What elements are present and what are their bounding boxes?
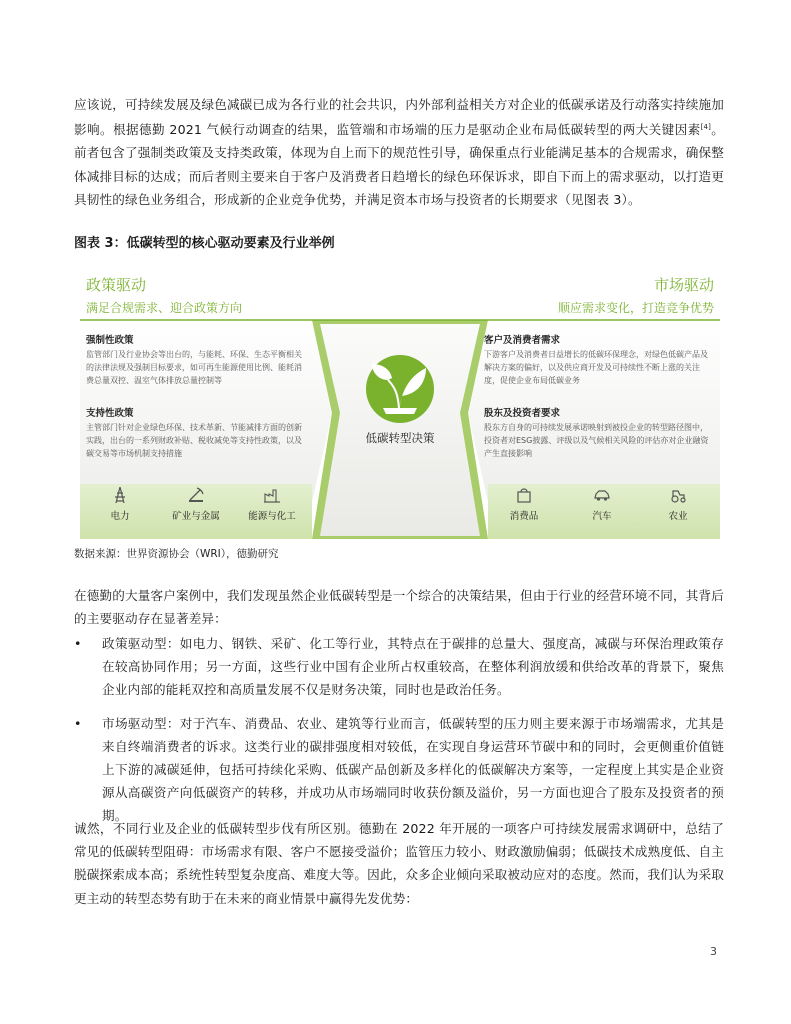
market-driver-subheading: 顺应需求变化，打造竞争优势 xyxy=(557,301,714,315)
industry-power xyxy=(88,486,152,522)
customer-demand-text: 下游客户及消费者日益增长的低碳环保理念，对绿色低碳产品及解决方案的偏好，以及供应商开发及可持续性不断上涨的关注度，促使企业布局低碳业务 xyxy=(484,350,708,385)
intro-paragraph xyxy=(74,93,724,211)
policy-driver-subheading: 满足合规需求、迎合政策方向 xyxy=(86,301,243,315)
driver-figure xyxy=(80,268,720,540)
industry-energy-label: 能源与化工 xyxy=(248,511,296,522)
list-item-market-driven: • 市场驱动型：对于汽车、消费品、农业、建筑等行业而言，低碳转型的压力则主要来源于市场端需求，尤其是来自终端消费者的诉求。这类行业的碳排强度相对较低，在实现自身运营环节碳中和的同时，会更侧重价值链上下游的减碳延伸，包括可持续化采购、低碳产品创新及多样化的低碳解决方案等，一定程度上其实是企业资源从高碳资产向低碳资产的转移，并成功从市场端同时收获份额及溢价，另一方面也迎合了股东及投资者的预期。 xyxy=(74,712,724,828)
figure-title: 图表 3：低碳转型的核心驱动要素及行业举例 xyxy=(74,236,335,251)
center-decision-label: 低碳转型决策 xyxy=(365,431,435,445)
intro-text-b: 。前者包含了强制类政策及支持类政策，体现为自上而下的规范性引导，确保重点行业能满足基本的合规需求，确保整体减排目标的达成；而后者则主要来自于客户及消费者日趋增长的绿色环保诉求，即自下而上的需求驱动，以打造更具韧性的绿色业务组合，形成新的企业竞争优势，并满足资本市场与投资者的长期要求（见图表 3）。 xyxy=(74,122,724,207)
tractor-icon xyxy=(669,486,687,504)
supportive-policy-text: 主管部门针对企业绿色环保、技术革新、节能减排方面的创新实践，出台的一系列财政补贴、税收减免等支持性政策，以及碳交易等市场机制支持措施 xyxy=(86,423,302,458)
industry-mining-metals xyxy=(164,486,228,522)
industry-mining-label: 矿业与金属 xyxy=(172,511,220,522)
reference-marker: [4] xyxy=(700,123,711,132)
mandatory-policy-text: 监管部门及行业协会等出台的，与能耗、环保、生态平衡相关的法律法规及强制目标要求，如可再生能源使用比例、能耗消费总量双控、温室气体排放总量控制等 xyxy=(86,350,302,385)
industry-power-label: 电力 xyxy=(110,511,130,522)
paragraph-drivers: 在德勤的大量客户案例中，我们发现虽然企业低碳转型是一个综合的决策结果，但由于行业的经营环境不同，其背后的主要驱动存在显著差异： xyxy=(74,588,724,627)
investor-requirement-text: 股东方自身的可持续发展承诺映射到被投企业的转型路径图中，投资者对ESG披露、评级以及气候相关风险的评估亦对企业融资产生直接影响 xyxy=(484,423,709,458)
shopping-bag-icon xyxy=(515,486,533,504)
policy-driver-heading: 政策驱动 xyxy=(86,276,147,294)
customer-demand-title: 客户及消费者需求 xyxy=(484,335,561,346)
industry-energy-chemicals xyxy=(240,486,304,522)
market-driver-heading: 市场驱动 xyxy=(653,276,714,294)
car-icon xyxy=(593,486,611,504)
industry-consumer-label: 消费品 xyxy=(509,511,539,522)
investor-requirement-title: 股东及投资者要求 xyxy=(484,408,561,419)
paragraph-obstacles: 诚然，不同行业及企业的低碳转型步伐有所区别。德勤在 2022 年开展的一项客户可持续发展需求调研中，总结了常见的低碳转型阻碍：市场需求有限、客户不愿接受溢价；监管压力较小、财政激励偏弱；低碳技术成熟度低、自主脱碳探索成本高；系统性转型复杂度高、难度大等。因此，众多企业倾向采取被动应对的态度。然而，我们认为采取更主动的转型态势有助于在未来的商业情景中赢得先发优势： xyxy=(74,821,724,906)
mining-icon xyxy=(187,486,205,504)
list-item-policy-driven: • 政策驱动型：如电力、钢铁、采矿、化工等行业，其特点在于碳排的总量大、强度高，减碳与环保治理政策存在较高协同作用；另一方面，这些行业中国有企业所占权重较高，在整体利润放缓和供给改革的背景下，聚焦企业内部的能耗双控和高质量发展不仅是财务决策，同时也是政治任务。 xyxy=(74,632,724,702)
industry-consumer-goods xyxy=(492,486,556,522)
supportive-policy-title: 支持性政策 xyxy=(86,408,134,419)
intro-text-a: 应该说，可持续发展及绿色减碳已成为各行业的社会共识，内外部利益相关方对企业的低碳承诺及行动落实持续施加影响。根据德勤 2021 气候行动调查的结果，监管端和市场端的压力是驱动企业布局低碳转型的两大关键因素 xyxy=(74,97,724,138)
page-number: 3 xyxy=(710,945,717,958)
industry-agriculture xyxy=(646,486,710,522)
industry-automotive xyxy=(570,486,634,522)
power-tower-icon xyxy=(111,486,129,504)
industry-auto-label: 汽车 xyxy=(592,511,612,522)
factory-icon xyxy=(263,486,281,504)
driver-type-list xyxy=(74,632,724,838)
industry-agriculture-label: 农业 xyxy=(668,511,688,522)
figure-source: 数据来源：世界资源协会（WRI），德勤研究 xyxy=(74,548,279,560)
mandatory-policy-title: 强制性政策 xyxy=(86,335,134,346)
